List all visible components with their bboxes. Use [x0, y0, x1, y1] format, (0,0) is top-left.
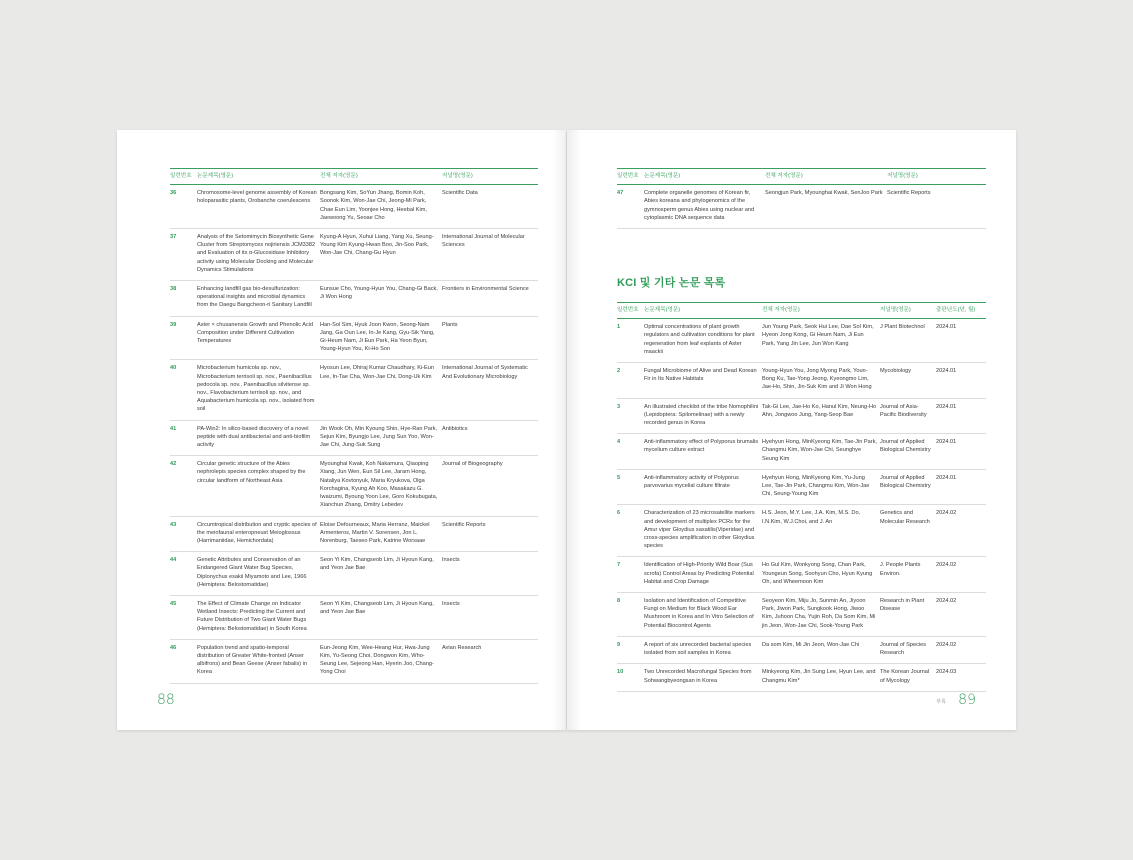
paper-authors: Jin Wook Oh, Min Kyoung Shin, Hye-Ran Park, Sejun Kim, Byungjo Lee, Jung Sun Yoo, Won-Jae Chi, Jung-Suk Sung [320, 420, 442, 456]
paper-authors: Tak-Gi Lee, Jae-Ho Ko, Hanul Kim, Neung-Ho Ahn, Jongwoo Jung, Yang-Seop Bae [762, 398, 880, 434]
paper-title: Identification of High-Priority Wild Boar (Sus scrofa) Control Areas by Predicting Potential Habitat and Crop Damage [644, 557, 762, 593]
header-journal: 저널명(영문) [887, 169, 986, 185]
paper-authors: Ho Gul Kim, Wonkyong Song, Chan Park, Youngeun Song, Soohyun Cho, Hyun Kyung Oh, and Wheemoon Kim [762, 557, 880, 593]
table-row [617, 319, 986, 363]
left-page [117, 130, 566, 730]
paper-title: Analysis of the Setomimycin Biosynthetic Gene Cluster from Streptomyces nojiriensis JCM3382 and Evaluation of its α-Glucosidase Inhibitory activity using Molecular Docking and Molecular Dynamics Stimulations [197, 229, 320, 281]
table-body [170, 185, 538, 683]
journal-name: Scientific Data [442, 185, 538, 229]
journal-name: Research in Plant Disease [880, 593, 936, 637]
journal-name: Journal of Species Research [880, 636, 936, 663]
row-number: 46 [170, 639, 197, 683]
journal-name: Scientific Reports [442, 516, 538, 552]
page-number: 88 [157, 692, 175, 708]
publication-date: 2024.03 [936, 664, 986, 691]
table-row [170, 281, 538, 317]
header-title: 논문제목(영문) [644, 303, 762, 319]
header-no: 일련번호 [617, 169, 644, 185]
publication-date: 2024.02 [936, 593, 986, 637]
journal-name: International Journal of Systematic And Evolutionary Microbiology [442, 360, 538, 420]
publication-table [617, 168, 986, 229]
row-number: 37 [170, 229, 197, 281]
table-row [170, 185, 538, 229]
row-number: 43 [170, 516, 197, 552]
row-number: 3 [617, 398, 644, 434]
running-label: 부록 [936, 699, 946, 705]
journal-name: Avian Research [442, 639, 538, 683]
section-heading: KCI 및 기타 논문 목록 [617, 277, 726, 289]
row-number: 7 [617, 557, 644, 593]
table-body [617, 319, 986, 692]
paper-title: Fungal Microbiome of Alive and Dead Korean Fir in Its Native Habitats [644, 363, 762, 399]
row-number: 9 [617, 636, 644, 663]
journal-name: International Journal of Molecular Sciences [442, 229, 538, 281]
page-number: 89 [958, 692, 976, 708]
paper-title: Aster × chusanensis Growth and Phenolic Acid Composition under Different Cultivation Temperatures [197, 316, 320, 360]
paper-title: Genetic Attributes and Conservation of an Endangered Giant Water Bug Species, Diplonychus esakii Miyamoto and Lee, 1966 (Hemiptera: Belostomatidae) [197, 552, 320, 596]
paper-title: Enhancing landfill gas bio-desulfurization: operational insights and microbial dynamics from the Daegu Bangcheon-ri Sanitary Landfill [197, 281, 320, 317]
journal-name: Insects [442, 595, 538, 639]
paper-authors: Hyehyun Hong, MinKyeong Kim, Yu-Jung Lee, Tae-Jin Park, Changmu Kim, Won-Jae Chi, Seung-Young Kim [762, 469, 880, 505]
paper-authors: Seon Yi Kim, Changseob Lim, Ji Hyoun Kang, and Yeon Jae Bae [320, 595, 442, 639]
paper-title: Complete organelle genomes of Korean fir, Abies koreana and phylogenomics of the gymnosperm genus Abies using nuclear and cytoplasmic DNA sequence data [644, 185, 765, 229]
paper-title: Optimal concentrations of plant growth regulators and cultivation conditions for plant regeneration from leaf explants of Aster maackii [644, 319, 762, 363]
journal-name: Journal of Applied Biological Chemistry [880, 434, 936, 470]
table-row [170, 552, 538, 596]
paper-title: Characterization of 23 microsatellite markers and development of multiplex PCRs for the Amur viper Gloydius saxatilis(Viperidae) and cross-species amplification in other Gloydius species [644, 505, 762, 557]
journal-name: Journal of Asia-Pacific Biodiversity [880, 398, 936, 434]
table-row [170, 420, 538, 456]
paper-authors: Hyehyun Hong, MinKyeong Kim, Tae-Jin Park, Changmu Kim, Won-Jae Chi, Seunghye Seung Kim [762, 434, 880, 470]
row-number: 40 [170, 360, 197, 420]
journal-name: Plants [442, 316, 538, 360]
paper-authors: Eun-Jeong Kim, Wee-Heang Hur, Hwa-Jung Kim, Yu-Seong Choi, Dongwon Kim, Who-Seung Lee, Sejeong Han, Hyerin Joo, Chang-Yong Choi [320, 639, 442, 683]
table-header-row [617, 169, 986, 185]
publication-date: 2024.01 [936, 319, 986, 363]
paper-authors: Minkyeong Kim, Jin Sung Lee, Hyun Lee, and Changmu Kim* [762, 664, 880, 691]
header-date: 출판년도(년, 월) [936, 303, 986, 319]
header-authors: 전체 저자(영문) [765, 169, 887, 185]
row-number: 4 [617, 434, 644, 470]
table-row [617, 398, 986, 434]
table-row [617, 593, 986, 637]
row-number: 39 [170, 316, 197, 360]
paper-authors: H.S. Jeon, M.Y. Lee, J.A. Kim, M.S. Do, I.N.Kim, W.J.Choi, and J. An [762, 505, 880, 557]
kci-publication-table [617, 302, 986, 692]
publication-date: 2024.02 [936, 557, 986, 593]
row-number: 1 [617, 319, 644, 363]
journal-name: Antibiotics [442, 420, 538, 456]
paper-title: Microbacterium humicola sp. nov., Microbacterium terrisoli sp. nov., Paenibacillus pedocola sp. nov., Paenibacillus silvitense sp. nov., Flavobacterium terrisoli sp. nov., and Aquabacterium humicola sp. nov., isolated from soil [197, 360, 320, 420]
paper-authors: Jun Young Park, Seok Hui Lee, Dae Sol Kim, Hyeon Jong Kong, Gi Heum Nam, Ji Eun Park, Yang Jin Lee, Jun Won Kang [762, 319, 880, 363]
paper-authors: Myounghai Kwak, Koh Nakamura, Qiaoping Xiang, Jun Wen, Eun Sil Lee, Jaram Hong, Nataliya Kovtonyuk, Maria Kryukova, Olga Korchagina, Kyung Ah Koo, Masakazu G. Iwaizumi, Byoung Yoon Lee, Goro Kokubugata, Xianchun Zhang, Dmitry Lebedev [320, 456, 442, 516]
paper-title: Chromosome-level genome assembly of Korean holoparasitic plants, Orobanche coerulescens [197, 185, 320, 229]
paper-title: Circular genetic structure of the Abies nephrolepis species complex shaped by the circular landform of Northeast Asia [197, 456, 320, 516]
table-header-row [170, 169, 538, 185]
paper-authors: Seon Yi Kim, Changseob Lim, Ji Hyoun Kang, and Yeon Jae Bae [320, 552, 442, 596]
journal-name: Scientific Reports [887, 185, 986, 229]
header-title: 논문제목(영문) [644, 169, 765, 185]
table-row [170, 229, 538, 281]
row-number: 10 [617, 664, 644, 691]
journal-name: J. People Plants Environ. [880, 557, 936, 593]
paper-title: Population trend and spatio-temporal distribution of Greater White-fronted (Anser albifrons) and Bean Geese (Anser fabalis) in Korea [197, 639, 320, 683]
paper-title: Anti-inflammatory activity of Polyporus parvovarius mycelial culture filtrate [644, 469, 762, 505]
row-number: 8 [617, 593, 644, 637]
publication-date: 2024.01 [936, 363, 986, 399]
paper-authors: Eunsue Cho, Young-Hyun You, Chang-Gi Back, Ji Won Hong [320, 281, 442, 317]
table-row [617, 363, 986, 399]
table-row [617, 469, 986, 505]
paper-title: Two Unrecorded Macrofungal Species from Sohwangbyeongsan in Korea [644, 664, 762, 691]
paper-title: A report of six unrecorded bacterial species isolated from soil samples in Korea [644, 636, 762, 663]
row-number: 6 [617, 505, 644, 557]
row-number: 2 [617, 363, 644, 399]
table-row [170, 360, 538, 420]
paper-title: Circumtropical distribution and cryptic species of the meiofaunal enteropneust Meioglossus (Harrimaniidae, Hemichordata) [197, 516, 320, 552]
paper-title: PA-Win2: In silico-based discovery of a novel peptide with dual antibacterial and anti-biofilm activity [197, 420, 320, 456]
paper-title: An illustrated checklist of the tribe Nomophilini (Lepidoptera: Spilomelinae) with a newly recorded genus in Korea [644, 398, 762, 434]
paper-authors: Han-Sol Sim, Hyuk Joon Kwon, Seong-Nam Jang, Ga Oun Lee, In-Je Kang, Gyu-Sik Yang, Gi-Heum Nam, Ji Eun Park, Ha Yeon Byun, Young-Hyun You, Ki-Ho Son [320, 316, 442, 360]
paper-authors: Bongsang Kim, SoYun Jhang, Bomin Koh, Soonok Kim, Won-Jae Chi, Jeong-Mi Park, Chae Eun Lim, Yoonjee Hong, Heebal Kim, Jaewoong Yu, Seoae Cho [320, 185, 442, 229]
paper-authors: Da som Kim, Mi Jin Jeon, Won-Jae Chi [762, 636, 880, 663]
journal-name: Journal of Applied Biological Chemistry [880, 469, 936, 505]
table-row [617, 636, 986, 663]
paper-authors: Hyosun Lee, Dhiraj Kumar Chaudhary, Ki-Eun Lee, In-Tae Cha, Won-Jae Chi, Dong-Uk Kim [320, 360, 442, 420]
header-authors: 전체 저자(영문) [320, 169, 442, 185]
paper-authors: Kyung-A Hyun, Xuhui Liang, Yang Xu, Seung-Young Kim Kyung-Hwan Boo, Jin-Soo Park, Won-Jae Chi, Chang-Gu Hyun [320, 229, 442, 281]
table-row [170, 639, 538, 683]
header-no: 일련번호 [617, 303, 644, 319]
table-row [617, 505, 986, 557]
paper-title: Isolation and Identification of Competitive Fungi on Medium for Black Wood Ear Mushroom in Korea and In Vitro Selection of Potential Biocontrol Agents [644, 593, 762, 637]
publication-table [170, 168, 538, 684]
paper-authors: Young-Hyun You, Jong Myong Park, Youn-Bong Ku, Tae-Yong Jeong, Kyeongmo Lim, Jae-Ho, Shin, Jin-Suk Kim and Ji Won Hong [762, 363, 880, 399]
journal-name: The Korean Journal of Mycology [880, 664, 936, 691]
journal-name: Genetics and Molecular Research [880, 505, 936, 557]
row-number: 45 [170, 595, 197, 639]
paper-title: Anti-inflammatory effect of Polyporus brumalis mycelium culture extract [644, 434, 762, 470]
row-number: 5 [617, 469, 644, 505]
publication-date: 2024.02 [936, 636, 986, 663]
journal-name: J Plant Biotechnol [880, 319, 936, 363]
table-body [617, 185, 986, 229]
header-journal: 저널명(영문) [442, 169, 538, 185]
row-number: 42 [170, 456, 197, 516]
publication-date: 2024.01 [936, 434, 986, 470]
journal-name: Insects [442, 552, 538, 596]
paper-authors: Seoyeon Kim, Miju Jo, Sunmin An, Jiyoon Park, Jiwon Park, Sungkook Hong, Jiwoo Kim, Juhoon Cha, Yujin Roh, Da Som Kim, Mi jin Jeon, Won-Jae Chi, Sook-Young Park [762, 593, 880, 637]
table-header-row [617, 303, 986, 319]
journal-name: Journal of Biogeography [442, 456, 538, 516]
row-number: 36 [170, 185, 197, 229]
header-authors: 전체 저자(영문) [762, 303, 880, 319]
paper-authors: Seongjun Park, Myounghai Kwak, SenJoo Park [765, 185, 887, 229]
right-page [567, 130, 1016, 730]
journal-name: Frontiers in Environmental Science [442, 281, 538, 317]
table-row [170, 316, 538, 360]
table-row [170, 516, 538, 552]
table-row [617, 434, 986, 470]
table-row [170, 456, 538, 516]
row-number: 41 [170, 420, 197, 456]
journal-name: Mycobiology [880, 363, 936, 399]
row-number: 38 [170, 281, 197, 317]
publication-date: 2024.02 [936, 505, 986, 557]
table-row [617, 185, 986, 229]
paper-title: The Effect of Climate Change on Indicator Wetland Insects: Predicting the Current and Future Distribution of Two Giant Water Bugs (Hemiptera: Belostomatidae) in South Korea [197, 595, 320, 639]
publication-date: 2024.01 [936, 469, 986, 505]
header-no: 일련번호 [170, 169, 197, 185]
publication-date: 2024.01 [936, 398, 986, 434]
table-row [617, 557, 986, 593]
paper-authors: Eloise Defourneaux, Maria Herranz, Maickel Armenteros, Martin V. Sorensen, Jon L. Norenburg, Taeseo Park, Katrine Worsaae [320, 516, 442, 552]
header-title: 논문제목(영문) [197, 169, 320, 185]
table-row [170, 595, 538, 639]
header-journal: 저널명(영문) [880, 303, 936, 319]
table-row [617, 664, 986, 691]
row-number: 47 [617, 185, 644, 229]
row-number: 44 [170, 552, 197, 596]
